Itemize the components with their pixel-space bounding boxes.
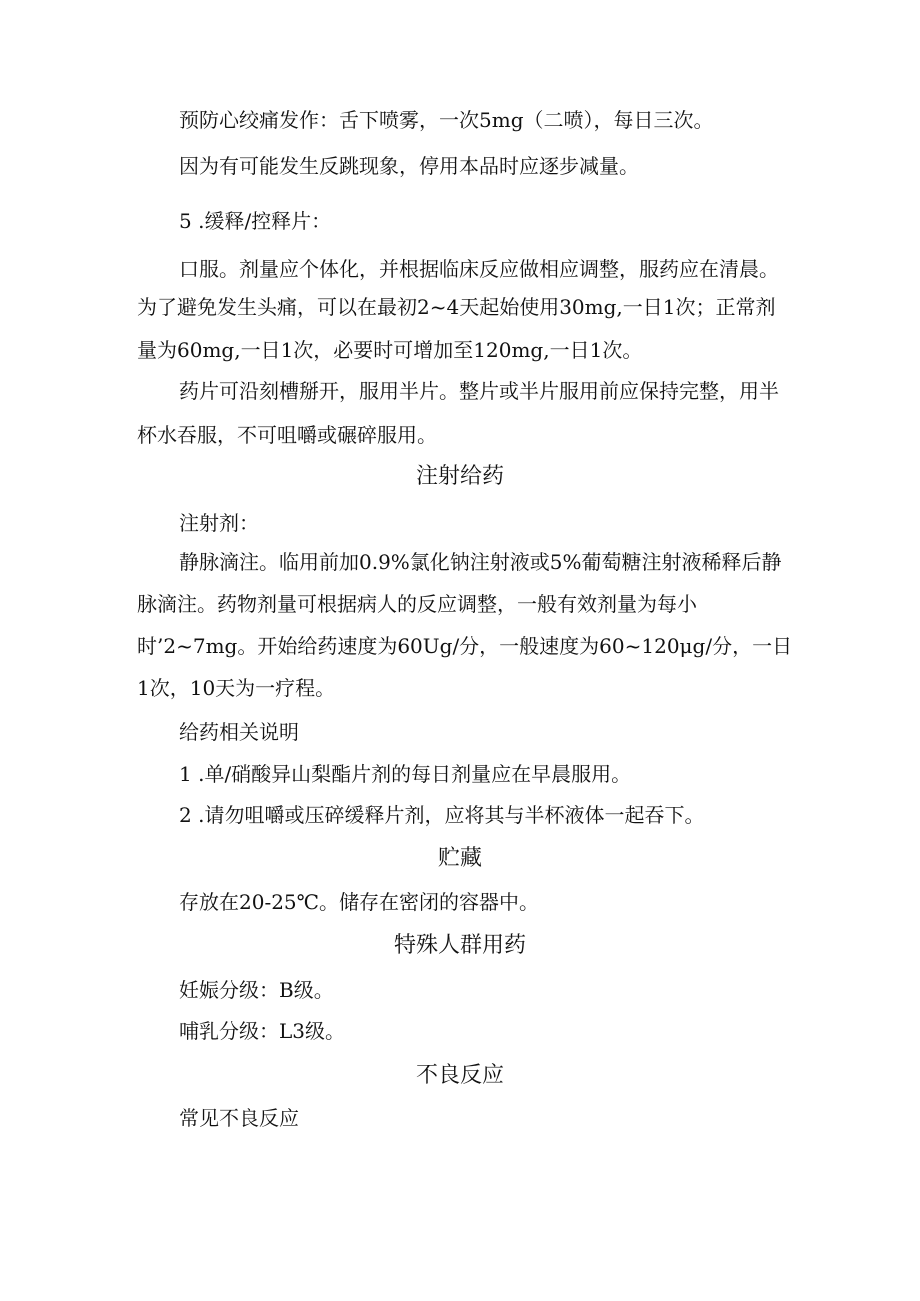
paragraph-pregnancy-grade: 妊娠分级：B级。 <box>179 978 334 1002</box>
paragraph-oral-line-3: 量为60mg,一日1次，必要时可增加至120mg,一日1次。 <box>137 338 643 362</box>
paragraph-storage: 存放在20-25℃。储存在密闭的容器中。 <box>179 890 540 914</box>
section-heading-injection: 注射给药 <box>415 464 504 489</box>
section-heading-special-populations: 特殊人群用药 <box>393 933 526 958</box>
paragraph-rebound-warning: 因为有可能发生反跳现象，停用本品时应逐步减量。 <box>179 154 639 178</box>
paragraph-iv-line-1: 静脉滴注。临用前加0.9%氯化钠注射液或5%葡萄糖注射液稀释后静 <box>179 550 782 574</box>
paragraph-dosing-notes-title: 给药相关说明 <box>179 720 299 744</box>
paragraph-oral-line-2: 为了避免发生头痛，可以在最初2~4天起始使用30mg,一日1次；正常剂 <box>137 295 776 319</box>
paragraph-oral-line-1: 口服。剂量应个体化，并根据临床反应做相应调整，服药应在清晨。 <box>179 257 779 281</box>
paragraph-tablet-line-2: 杯水吞服，不可咀嚼或碾碎服用。 <box>137 423 437 447</box>
list-item-note-2: 2 .请勿咀嚼或压碎缓释片剂，应将其与半杯液体一起吞下。 <box>179 803 705 827</box>
section-heading-storage: 贮藏 <box>437 846 482 871</box>
paragraph-iv-line-2: 脉滴注。药物剂量可根据病人的反应调整，一般有效剂量为每小 <box>137 592 697 616</box>
list-item-note-1: 1 .单/硝酸异山梨酯片剂的每日剂量应在早晨服用。 <box>179 762 632 786</box>
paragraph-injection-label: 注射剂： <box>179 511 259 535</box>
list-item-sustained-release: 5 .缓释/控释片： <box>179 209 332 233</box>
section-heading-adverse-reactions: 不良反应 <box>415 1063 504 1088</box>
paragraph-iv-line-3: 时’2~7mg。开始给药速度为60Ug/分，一般速度为60~120μg/分，一日 <box>137 634 793 658</box>
paragraph-lactation-grade: 哺乳分级：L3级。 <box>179 1019 346 1043</box>
paragraph-common-adverse: 常见不良反应 <box>179 1106 299 1130</box>
paragraph-tablet-line-1: 药片可沿刻槽掰开，服用半片。整片或半片服用前应保持完整，用半 <box>179 379 779 403</box>
paragraph-iv-line-4: 1次，10天为一疗程。 <box>137 676 336 700</box>
paragraph-angina-prevention: 预防心绞痛发作：舌下喷雾，一次5mg（二喷），每日三次。 <box>179 108 714 132</box>
